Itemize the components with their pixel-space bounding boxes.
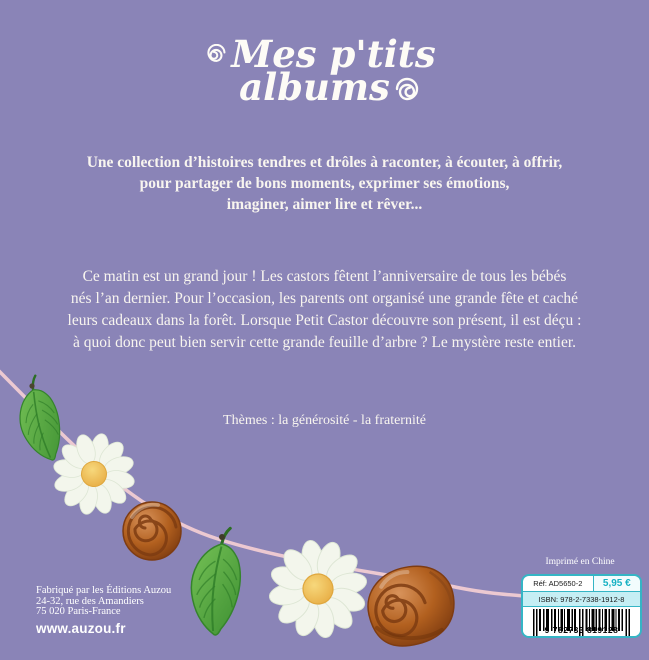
isbn-number: ISBN: 978-2-7338-1912-8 (523, 592, 640, 607)
collection-description (0, 152, 649, 215)
logo-spiral-flourish-icon (205, 44, 227, 66)
barcode-digits: 9 782733 819128 (544, 625, 619, 635)
themes-line: Thèmes : la générosité - la fraternité (223, 413, 426, 428)
publisher-info (36, 586, 171, 634)
publisher-website: www.auzou.fr (36, 620, 126, 636)
garland-string (0, 366, 536, 597)
snail-shell-icon (363, 561, 459, 650)
collection-line: pour partager de bons moments, exprimer ses émotions, (139, 175, 510, 192)
leaf-icon (188, 526, 244, 637)
series-logo-text-1: Mes p'tits (231, 32, 436, 76)
daisy-icon (45, 425, 142, 522)
synopsis-line: à quoi donc peut bien servir cette grande feuille d’arbre ? Le mystère reste entier. (72, 334, 577, 351)
story-synopsis (0, 266, 649, 354)
collection-line: Une collection d’histoires tendres et drôles à raconter, à écouter, à offrir, (86, 154, 563, 171)
series-logo (0, 32, 649, 109)
label-top-row (523, 576, 640, 592)
logo-spiral-flourish-icon (394, 75, 420, 101)
series-logo-line2 (10, 65, 649, 109)
reference-number: Réf: AD5650-2 (523, 576, 594, 591)
snail-shell-icon (123, 502, 181, 560)
publisher-line: Fabriqué par les Éditions Auzou (36, 585, 172, 596)
garland-knot (29, 383, 34, 388)
synopsis-line: nés l’an dernier. Pour l’occasion, les parents ont organisé une grande fête et caché (70, 290, 579, 307)
garland-knot (219, 534, 225, 540)
price-tag: 5,95 € (594, 576, 640, 591)
barcode-area (523, 607, 640, 636)
synopsis-line: leurs cadeaux dans la forêt. Lorsque Petit Castor découvre son présent, il est déçu : (67, 312, 582, 329)
printed-in-note: Imprimé en Chine (545, 557, 615, 567)
barcode-price-label (521, 574, 642, 638)
synopsis-line: Ce matin est un grand jour ! Les castors fêtent l’anniversaire de tous les bébés (82, 268, 567, 285)
series-logo-text-2: albums (239, 65, 390, 109)
publisher-line: 24-32, rue des Amandiers (36, 595, 144, 607)
daisy-icon (261, 532, 375, 646)
publisher-line: 75 020 Paris-France (36, 606, 121, 617)
collection-line: imaginer, aimer lire et rêver... (226, 196, 423, 213)
